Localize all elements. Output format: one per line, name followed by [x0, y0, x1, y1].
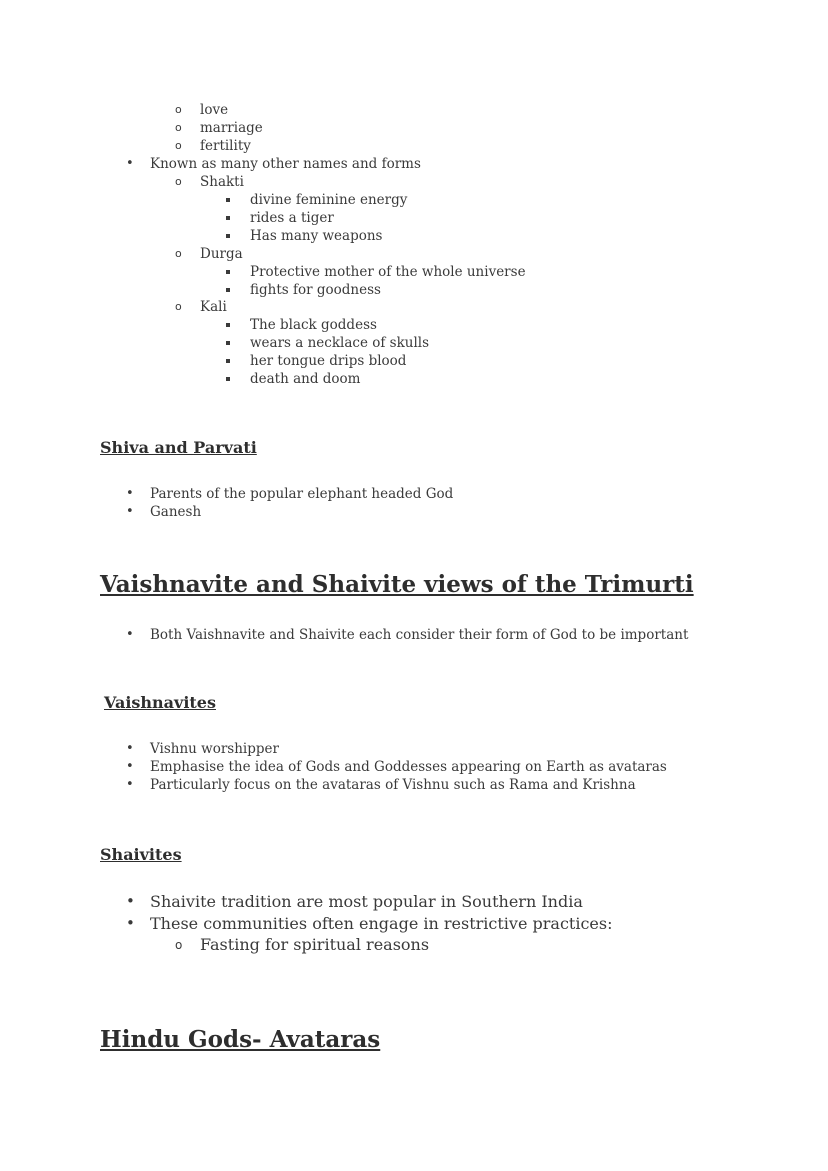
list-item-love: o love [200, 101, 228, 119]
list-item: The black goddess [250, 317, 377, 333]
list-item-durga: o Durga [200, 245, 243, 263]
list-item: • Shaivite tradition are most popular in Southern India [150, 891, 583, 912]
list-item-shakti: o Shakti [200, 173, 244, 191]
list-item: wears a necklace of skulls [250, 335, 430, 351]
list-item: • Particularly focus on the avataras of Vishnu such as Rama and Krishna [150, 776, 636, 794]
list-item-known-as: • Known as many other names and forms [150, 155, 421, 173]
list-item-kali: o Kali [200, 298, 227, 316]
list-item: • Parents of the popular elephant headed God [150, 485, 453, 503]
list-item: o Fasting for spiritual reasons [200, 934, 429, 955]
heading-shiva-parvati: Shiva and Parvati [100, 438, 257, 457]
list-item: fights for goodness [250, 282, 381, 298]
list-item-marriage: o marriage [200, 119, 263, 137]
list-item: • Both Vaishnavite and Shaivite each consider their form of God to be important [150, 626, 688, 644]
list-item: • Vishnu worshipper [150, 740, 279, 758]
list-item: rides a tiger [250, 210, 334, 226]
list-item: her tongue drips blood [250, 353, 407, 369]
heading-views-trimurti: Vaishnavite and Shaivite views of the Trimurti [100, 571, 694, 598]
list-item: death and doom [250, 371, 361, 387]
list-item: • Emphasise the idea of Gods and Goddesses appearing on Earth as avataras [150, 758, 667, 776]
heading-shaivites: Shaivites [100, 845, 182, 864]
list-item-fertility: o fertility [200, 137, 251, 155]
list-item: Protective mother of the whole universe [250, 264, 526, 280]
list-item: divine feminine energy [250, 192, 408, 208]
list-item: Has many weapons [250, 228, 383, 244]
list-item: • Ganesh [150, 503, 201, 521]
list-item: • These communities often engage in restrictive practices: [150, 913, 612, 934]
heading-vaishnavites: Vaishnavites [104, 693, 216, 712]
heading-avataras: Hindu Gods- Avataras [100, 1026, 381, 1053]
